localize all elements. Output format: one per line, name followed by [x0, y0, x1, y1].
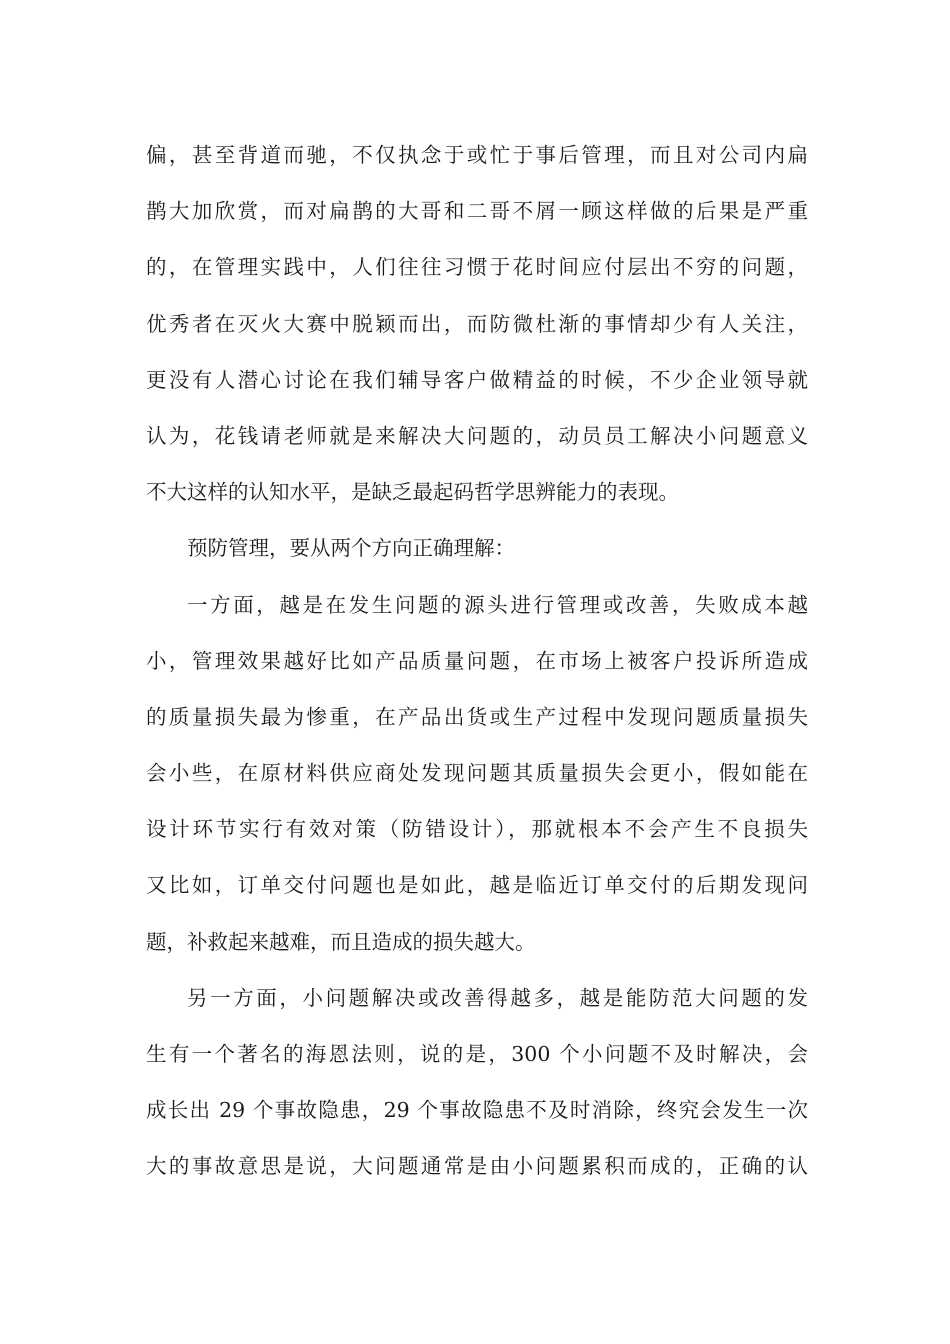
- document-body: [146, 127, 808, 1195]
- text-line: 不大这样的认知水平，是缺乏最起码哲学思辨能力的表现。: [146, 480, 679, 505]
- text-line: 大的事故意思是说，大问题通常是由小问题累积而成的，正确的认: [146, 1154, 808, 1179]
- paragraph-3: [146, 577, 808, 970]
- text-line: 鹊大加欣赏，而对扁鹊的大哥和二哥不屑一顾这样做的后果是严重: [146, 199, 808, 224]
- text-line: 优秀者在灭火大赛中脱颖而出，而防微杜渐的事情却少有人关注，: [146, 311, 808, 336]
- text-line: 另一方面，小问题解决或改善得越多，越是能防范大问题的发: [187, 985, 808, 1010]
- paragraph-1: [146, 127, 808, 520]
- paragraph-2: [146, 520, 808, 576]
- text-line: 认为，花钱请老师就是来解决大问题的，动员员工解决小问题意义: [146, 423, 808, 448]
- text-line: 设计环节实行有效对策（防错设计），那就根本不会产生不良损失: [146, 817, 808, 842]
- text-line: 小，管理效果越好比如产品质量问题，在市场上被客户投诉所造成: [146, 648, 808, 673]
- text-line: 预防管理，要从两个方向正确理解：: [187, 536, 515, 561]
- text-line: 一方面，越是在发生问题的源头进行管理或改善，失败成本越: [187, 592, 808, 617]
- text-line: 偏，甚至背道而驰，不仅执念于或忙于事后管理，而且对公司内扁: [146, 143, 808, 167]
- text-line: 更没有人潜心讨论在我们辅导客户做精益的时候，不少企业领导就: [146, 367, 808, 392]
- text-line: 的，在管理实践中，人们往往习惯于花时间应付层出不穷的问题，: [146, 255, 808, 280]
- text-line: 又比如，订单交付问题也是如此，越是临近订单交付的后期发现问: [146, 873, 808, 898]
- text-line: 生有一个著名的海恩法则，说的是，300 个小问题不及时解决，会: [146, 1042, 808, 1066]
- text-line: 会小些，在原材料供应商处发现问题其质量损失会更小，假如能在: [146, 761, 808, 786]
- text-line: 的质量损失最为惨重，在产品出货或生产过程中发现问题质量损失: [146, 704, 808, 729]
- text-line: 成长出 29 个事故隐患，29 个事故隐患不及时消除，终究会发生一次: [146, 1098, 808, 1123]
- text-line: 题，补救起来越难，而且造成的损失越大。: [146, 929, 536, 954]
- paragraph-4: [146, 970, 808, 1195]
